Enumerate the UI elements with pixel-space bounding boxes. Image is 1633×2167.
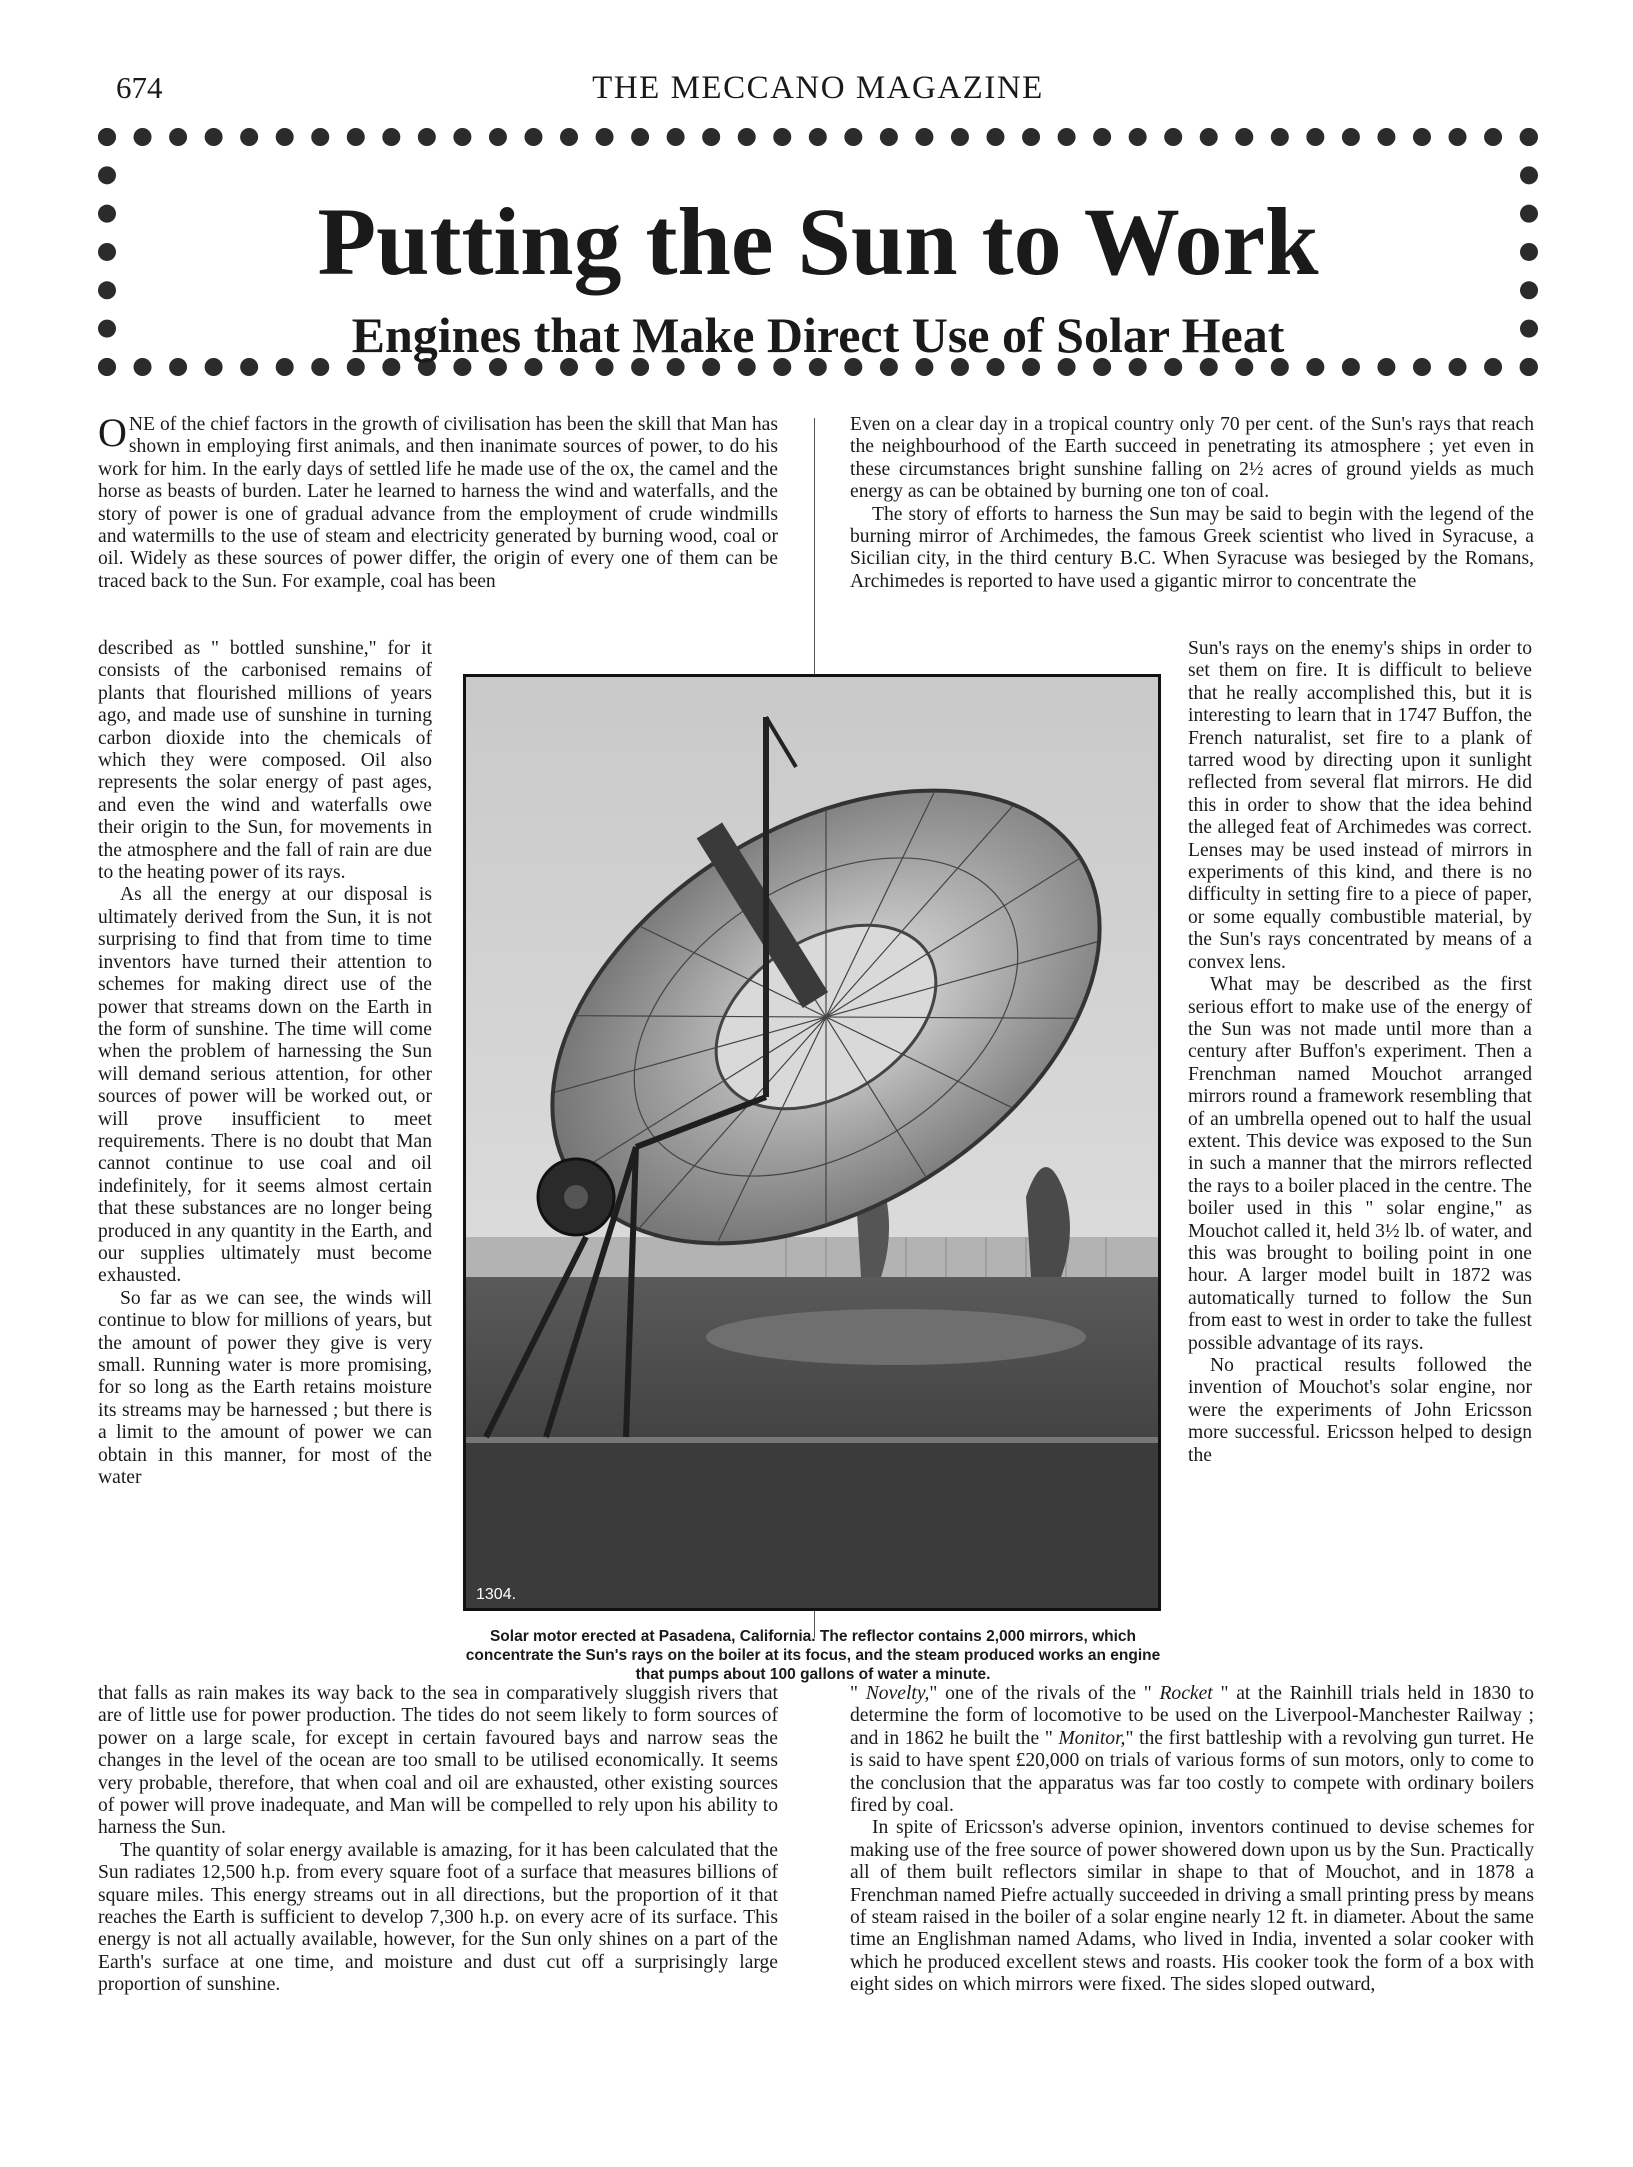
left-column-bottom [98, 1683, 778, 1997]
page-number: 674 [116, 70, 163, 105]
running-head: THE MECCANO MAGAZINE [592, 70, 1044, 106]
plate-number: 1304. [476, 1586, 517, 1603]
solar-motor-illustration [466, 677, 1158, 1608]
paragraph: Sun's rays on the enemy's ships in order to set them on fire. It is difficult to believe that he really accomplished this, but it is interesting to learn that in 1747 Buffon, the French naturalist, set fire to a plank of tarred wood by directing upon it sunlight reflected from several flat mirrors. He did this in order to show that the idea behind the alleged feat of Archimedes was correct. Lenses may be used instead of mirrors in experiments of this kind, and there is no difficulty in setting fire to a piece of paper, or some equally combustible material, by the Sun's rays concentrated by means of a convex lens. [1188, 638, 1532, 973]
paragraph: No practical results followed the invention of Mouchot's solar engine, nor were the experiments of John Ericsson more successful. Ericsson helped to design the [1188, 1355, 1532, 1466]
paragraph: The quantity of solar energy available is amazing, for it has been calculated that the Sun radiates 12,500 h.p. from every square foot of a surface that measures billions of square miles. This energy streams out in all directions, but the proportion of it that reaches the Earth is sufficient to develop 7,300 h.p. on every acre of its surface. This energy is not all actually available, however, for the Sun only shines on a part of the Earth's surface at one time, and moisture and dust cut off a surprisingly large proportion of sunshine. [98, 1839, 778, 1996]
paragraph: Even on a clear day in a tropical country only 70 per cent. of the Sun's rays that reach the neighbourhood of the Earth succeed in penetrating its atmosphere ; yet even in these circumstances bright sunshine falling on 2½ acres of ground yields as much energy as can be obtained by burning one ton of coal. [850, 414, 1534, 503]
paragraph: described as " bottled sunshine," for it consists of the carbonised remains of plants that flourished millions of years ago, and made use of sunshine in turning carbon dioxide into the chemicals of which they were composed. Oil also represents the solar energy of past ages, and even the wind and waterfalls owe their origin to the Sun, for movements in the atmosphere and the fall of rain are due to the heating power of its rays. [98, 638, 432, 884]
title-box [98, 128, 1538, 376]
article-subtitle: Engines that Make Direct Use of Solar Heat [351, 307, 1285, 363]
photo-caption: Solar motor erected at Pasadena, California. The reflector contains 2,000 mirrors, which concentrate the Sun's rays on the boiler at its focus, and the steam produced works an engine that pumps about 100 gallons of water a minute. [465, 1628, 1161, 1683]
paragraph: The story of efforts to harness the Sun may be said to begin with the legend of the burning mirror of Archimedes, the famous Greek scientist who lived in Syracuse, a Sicilian city, in the third century B.C. When Syracuse was besieged by the Romans, Archimedes is reported to have used a gigantic mirror to concentrate the [850, 503, 1534, 592]
paragraph: " Novelty," one of the rivals of the " Rocket " at the Rainhill trials held in 1830 to determine the form of locomotive to be used on the Liverpool-Manchester Railway ; and in 1862 he built the " Monitor," the first battleship with a revolving gun turret. He is said to have spent £20,000 on trials of various forms of sun motors, only to come to the conclusion that the apparatus was far too costly to compete with ordinary boilers fired by coal. [850, 1683, 1534, 1817]
paragraph: So far as we can see, the winds will continue to blow for millions of years, but the amount of power they give is very small. Running water is more promising, for so long as the Earth retains moisture its streams may be harnessed ; but there is a limit to the amount of power we can obtain in this manner, for most of the water [98, 1287, 432, 1489]
drop-cap: O [98, 410, 127, 455]
paragraph: that falls as rain makes its way back to the sea in comparatively sluggish rivers that are of little use for power production. The tides do not seem likely to form sources of power on a large scale, for except in certain favoured bays and narrow seas the changes in the level of the ocean are too small to be utilised economically. It seems very probable, therefore, that when coal and oil are exhausted, other existing sources of power will prove inadequate, and Man will be compelled to rely upon his ability to harness the Sun. [98, 1683, 778, 1839]
paragraph: ONE of the chief factors in the growth of civilisation has been the skill that Man has shown in employing first animals, and then inanimate sources of power, to do his work for him. In the early days of settled life he made use of the ox, the camel and the horse as beasts of burden. Later he learned to harness the wind and waterfalls, and the story of power is one of gradual advance from the employment of crude windmills and watermills to the use of steam and electricity generated by burning wood, coal or oil. Widely as these sources of power differ, the origin of every one of them can be traced back to the Sun. For example, coal has been [98, 410, 778, 592]
paragraph: In spite of Ericsson's adverse opinion, inventors continued to devise schemes for making use of the free source of power showered down upon us by the Sun. Practically all of them built reflectors similar in shape to that of Mouchot, and in 1878 a Frenchman named Piefre actually succeeded in driving a small printing press by means of steam raised in the boiler of a solar engine nearly 12 ft. in diameter. About the same time an Englishman named Adams, who lived in India, invented a solar cooker with which he produced excellent stews and roasts. His cooker took the form of a box with eight sides on which mirrors were fixed. The sides sloped outward, [850, 1817, 1534, 1996]
right-column-bottom [850, 1683, 1534, 1997]
solar-motor-photo [463, 674, 1161, 1611]
paragraph: What may be described as the first serious effort to make use of the energy of the Sun was not made until more than a century after Buffon's experiment. Then a Frenchman named Mouchot arranged mirrors round a framework resembling that of an umbrella opened out to half the usual extent. This device was exposed to the Sun in such a manner that the mirrors reflected the rays to a boiler placed in the centre. The boiler used in this " solar engine," as Mouchot called it, held 3½ lb. of water, and this was brought to boiling point in one hour. A larger model built in 1872 was automatically turned to follow the Sun from east to west in order to take the fullest possible advantage of its rays. [1188, 974, 1532, 1354]
page-header [98, 66, 1538, 116]
right-column-top [850, 414, 1534, 593]
paragraph: As all the energy at our disposal is ultimately derived from the Sun, it is not surprising to find that from time to time inventors have turned their attention to schemes for making direct use of the power that streams down on the Earth in the form of sunshine. The time will come when the problem of harnessing the Sun will demand serious attention, for other sources of power will be worked out, or will prove insufficient to meet requirements. There is no doubt that Man cannot continue to use coal and oil indefinitely, for it seems almost certain that these substances are no longer being produced in any quantity in the Earth, and our supplies ultimately must become exhausted. [98, 884, 432, 1287]
article-title: Putting the Sun to Work [317, 188, 1319, 295]
right-column-narrow [1188, 638, 1532, 1467]
left-column-narrow [98, 638, 432, 1489]
left-column-top [98, 410, 778, 593]
